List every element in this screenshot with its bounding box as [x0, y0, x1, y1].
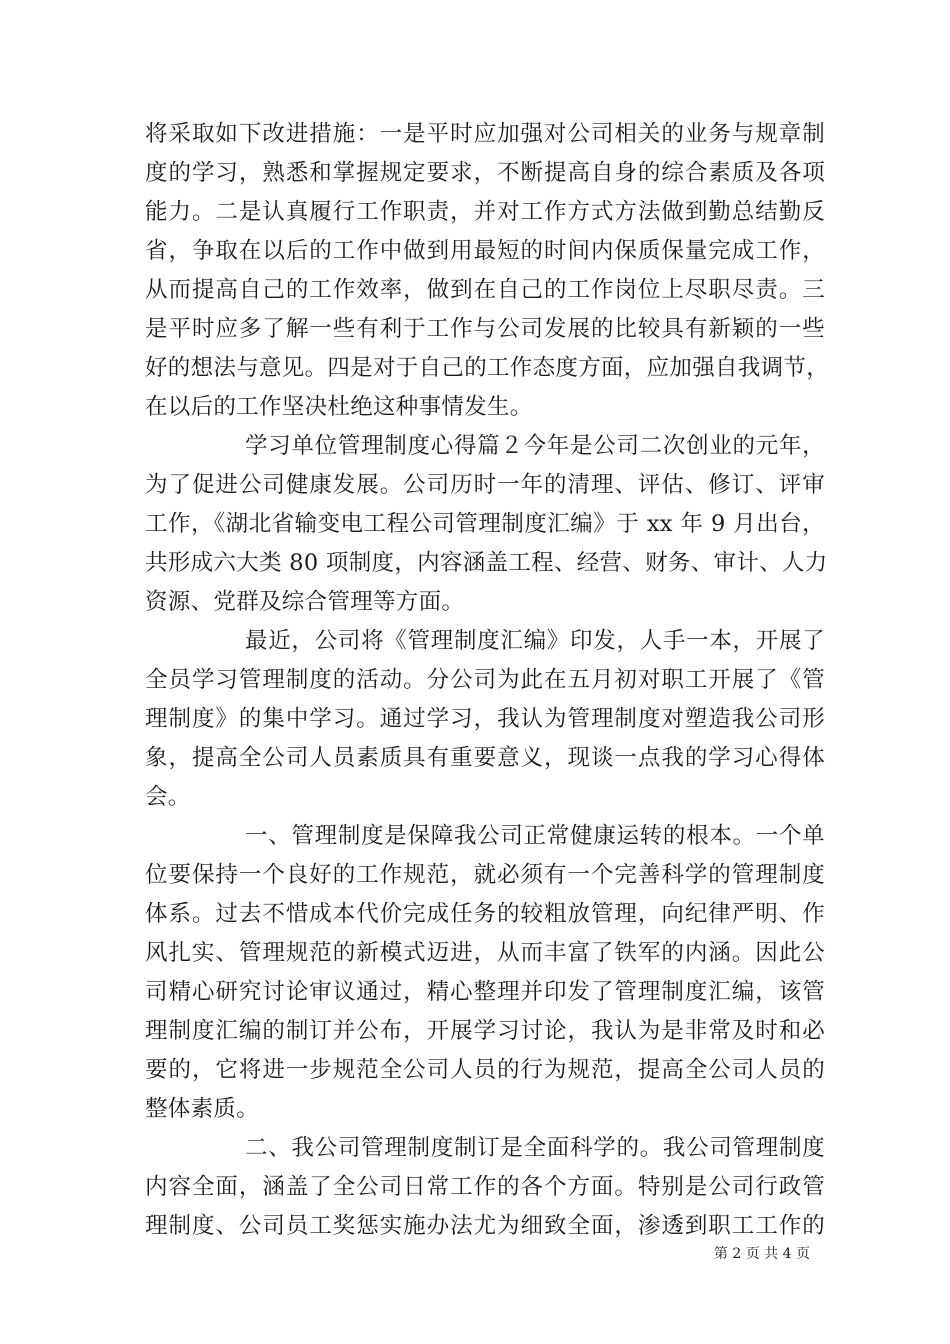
text-line: 司精心研究讨论审议通过，精心整理并印发了管理制度汇编，该管 — [145, 979, 825, 1005]
text-line: 从而提高自己的工作效率，做到在自己的工作岗位上尽职尽责。三 — [145, 277, 825, 303]
text-line: 内容全面，涵盖了全公司日常工作的各个方面。特别是公司行政管 — [145, 1174, 825, 1200]
paragraph-first-line: 最近，公司将《管理制度汇编》印发，人手一本，开展了 — [245, 628, 825, 654]
text-line: 将采取如下改进措施：一是平时应加强对公司相关的业务与规章制 — [145, 121, 825, 147]
text-line: 象，提高全公司人员素质具有重要意义，现谈一点我的学习心得体 — [145, 745, 825, 771]
text-line: 全员学习管理制度的活动。分公司为此在五月初对职工开展了《管 — [145, 667, 825, 693]
text-line: 理制度汇编的制订并公布，开展学习讨论，我认为是非常及时和必 — [145, 1018, 825, 1044]
text-line: 理制度、公司员工奖惩实施办法尤为细致全面，渗透到职工工作的 — [145, 1213, 825, 1239]
page-number-footer: 第 2 页 共 4 页 — [713, 1246, 810, 1262]
text-line: 好的想法与意见。四是对于自己的工作态度方面，应加强自我调节， — [145, 355, 830, 381]
text-line: 省，争取在以后的工作中做到用最短的时间内保质保量完成工作， — [145, 238, 825, 264]
text-line: 能力。二是认真履行工作职责，并对工作方式方法做到勤总结勤反 — [145, 199, 825, 225]
paragraph-first-line: 学习单位管理制度心得篇２今年是公司二次创业的元年， — [245, 433, 825, 459]
text-line: 风扎实、管理规范的新模式迈进，从而丰富了铁军的内涵。因此公 — [145, 940, 825, 966]
text-line: 资源、党群及综合管理等方面。 — [145, 589, 465, 615]
text-line: 为了促进公司健康发展。公司历时一年的清理、评估、修订、评审 — [145, 472, 825, 498]
text-line: 位要保持一个良好的工作规范，就必须有一个完善科学的管理制度 — [145, 862, 825, 888]
text-line: 度的学习，熟悉和掌握规定要求，不断提高自身的综合素质及各项 — [145, 160, 825, 186]
paragraph-first-line: 一、管理制度是保障我公司正常健康运转的根本。一个单 — [245, 823, 825, 849]
text-line: 在以后的工作坚决杜绝这种事情发生。 — [145, 394, 533, 420]
text-line: 工作，《湖北省输变电工程公司管理制度汇编》于 xx 年 9 月出台， — [145, 511, 825, 537]
text-line: 整体素质。 — [145, 1096, 260, 1122]
text-line: 理制度》的集中学习。通过学习，我认为管理制度对塑造我公司形 — [145, 706, 825, 732]
text-line: 体系。过去不惜成本代价完成任务的较粗放管理，向纪律严明、作 — [145, 901, 825, 927]
text-line: 要的，它将进一步规范全公司人员的行为规范，提高全公司人员的 — [145, 1057, 825, 1083]
text-line: 共形成六大类 80 项制度，内容涵盖工程、经营、财务、审计、人力 — [145, 550, 828, 576]
paragraph-first-line: 二、我公司管理制度制订是全面科学的。我公司管理制度 — [245, 1135, 825, 1161]
text-line: 会。 — [145, 784, 191, 810]
text-line: 是平时应多了解一些有利于工作与公司发展的比较具有新颖的一些 — [145, 316, 825, 342]
